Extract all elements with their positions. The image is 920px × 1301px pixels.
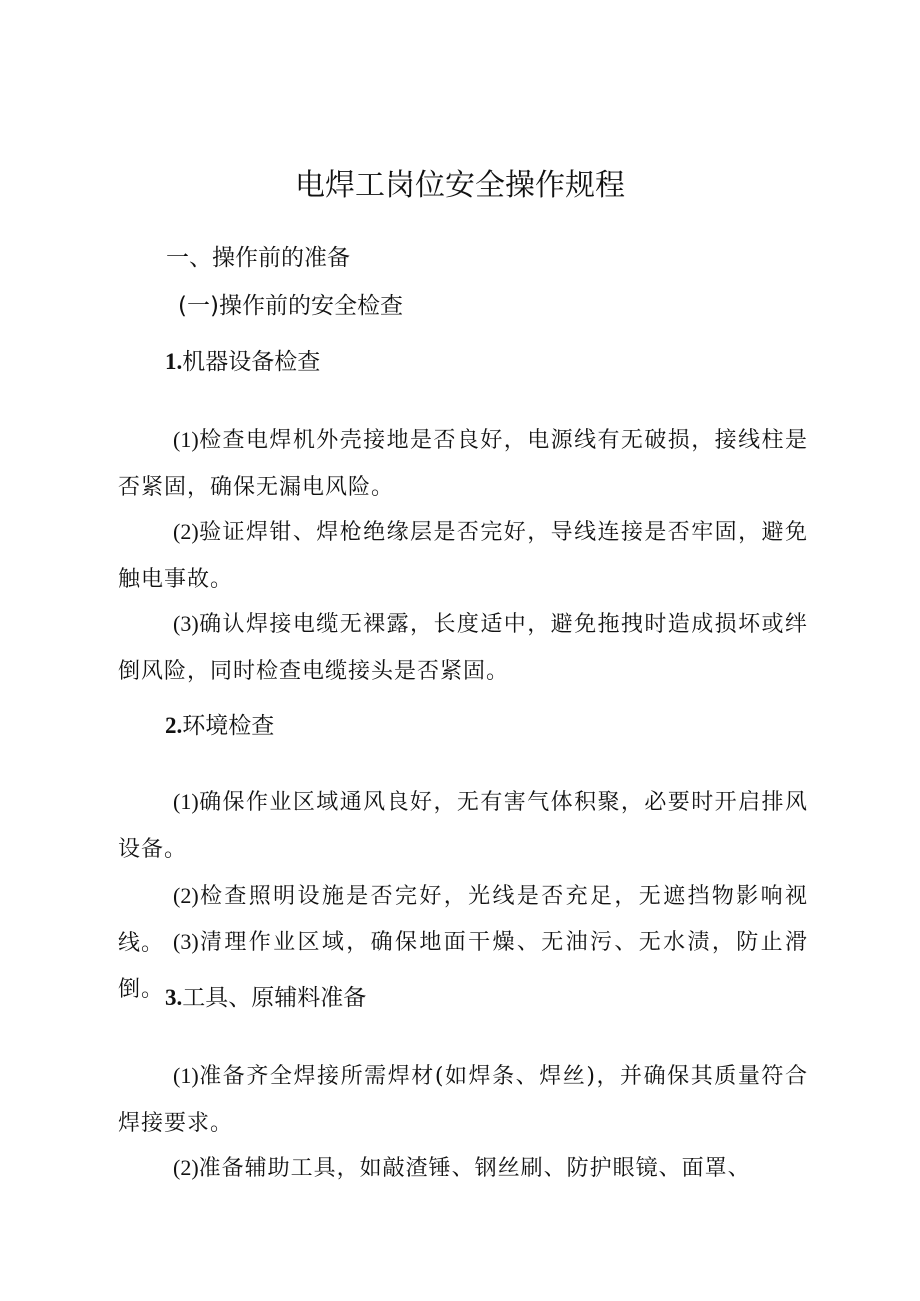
subsection-heading-1: (一)操作前的安全检查 [178,293,403,319]
document-title: 电焊工岗位安全操作规程 [295,168,625,203]
paragraph-text: 确保作业区域通风良好，无有害气体积聚，必要时开启排风设备。 [118,790,808,862]
paragraph [118,1052,808,1147]
item-heading-environment-check [165,709,274,743]
paragraph-text: 确认焊接电缆无裸露，长度适中，避免拖拽时造成损坏或绊倒风险，同时检查电缆接头是否紧固。 [118,612,808,684]
paragraph-text: 检查照明设施是否完好，光线是否充足，无遮挡物影响视线。 [118,884,808,956]
paragraph [118,416,808,511]
section-heading-1: 一、操作前的准备 [166,245,350,271]
paragraph-number: (1) [173,427,199,452]
paragraph [118,778,808,873]
paragraph [118,1144,808,1192]
item-heading-machine-check [165,345,320,379]
item-number: 1. [165,349,183,374]
paragraph [118,508,808,603]
item-heading-text: 工具、原辅料准备 [182,985,367,1011]
item-number: 3. [165,985,183,1010]
item-heading-text: 环境检查 [182,713,275,739]
paragraph-number: (3) [173,929,199,954]
item-number: 2. [165,713,183,738]
paragraph-text: 清理作业区域，确保地面干燥、无油污、无水渍，防止滑倒。 [118,930,808,1002]
paragraph-number: (2) [173,1155,199,1180]
item-heading-text: 机器设备检查 [182,349,321,375]
paragraph-text: 准备齐全焊接所需焊材(如焊条、焊丝)，并确保其质量符合焊接要求。 [118,1064,808,1136]
paragraph-number: (3) [173,611,199,636]
paragraph-text: 准备辅助工具，如敲渣锤、钢丝刷、防护眼镜、面罩、 [198,1156,751,1181]
paragraph-number: (1) [173,789,199,814]
paragraph-text: 验证焊钳、焊枪绝缘层是否完好，导线连接是否牢固，避免触电事故。 [118,520,808,592]
item-heading-tools-materials [165,981,366,1015]
paragraph-number: (2) [173,519,199,544]
paragraph-text: 检查电焊机外壳接地是否良好，电源线有无破损，接线柱是否紧固，确保无漏电风险。 [118,428,808,500]
paragraph-number: (2) [173,883,199,908]
paragraph [118,600,808,695]
paragraph-number: (1) [173,1063,199,1088]
